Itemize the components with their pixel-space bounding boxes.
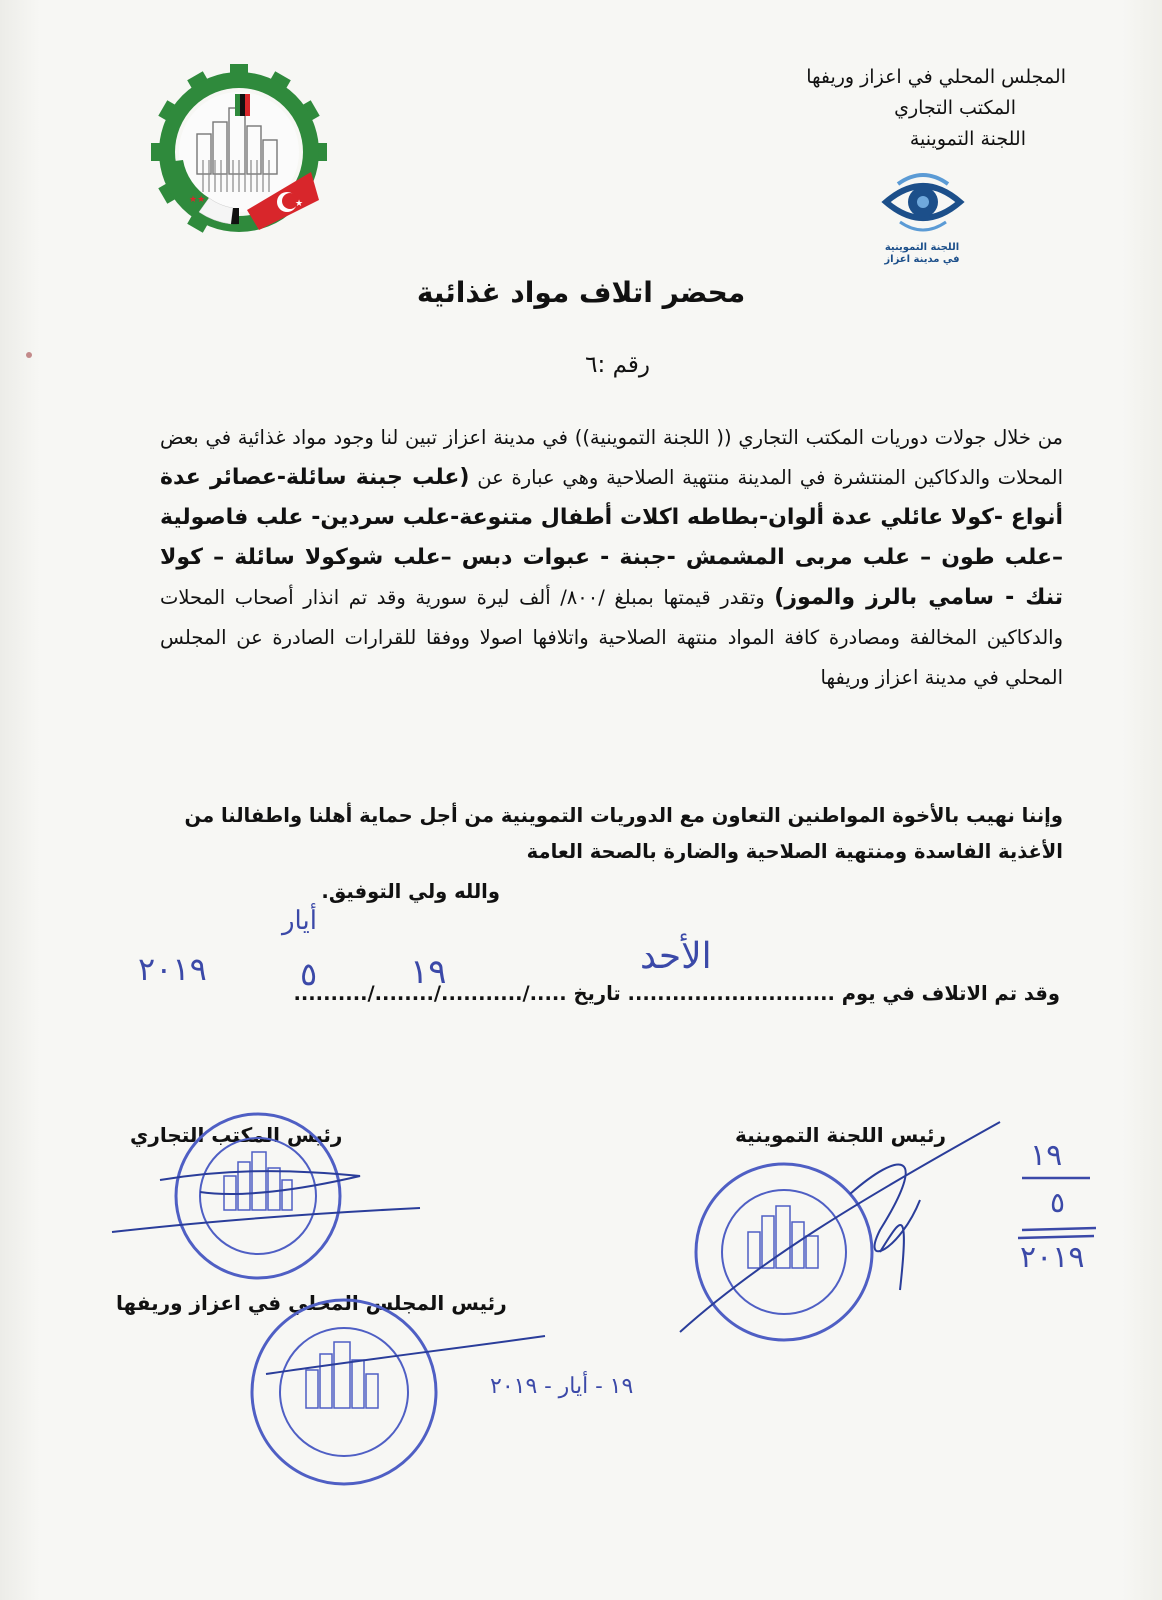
- handwritten-date-day: ١٩: [410, 952, 447, 992]
- scan-edge-right: [1122, 0, 1162, 1600]
- stamp-local-council: [252, 1300, 436, 1484]
- pen-signatures: [112, 1122, 1000, 1374]
- scan-speck: [26, 352, 32, 358]
- document-number: رقم :٦: [585, 352, 650, 378]
- handwritten-date-year: ٢٠١٩: [138, 950, 207, 988]
- svg-text:★: ★: [295, 199, 304, 209]
- body-items: (علب جبنة سائلة-عصائر عدة أنواع -كولا عائلي عدة ألوان-بطاطه اكلات أطفال متنوعة-علب سردين- علب فاصولية –علب طون – علب مربى المشمش -جبنة - عبوات دبس –علب شوكولا سائلة – كولا تنك - سامي بالرز والموز): [160, 465, 1064, 610]
- closing-line: والله ولي التوفيق.: [321, 880, 500, 903]
- eye-caption-line2: في مدينة اعزاز: [884, 254, 960, 265]
- appeal-paragraph: وإننا نهيب بالأخوة المواطنين التعاون مع الدوريات التموينية من أجل حماية أهلنا واطفالنا من الأغذية الفاسدة ومنتهية الصلاحية والضارة بالصحة العامة: [184, 804, 1063, 863]
- svg-text:★★: ★★: [189, 195, 206, 205]
- scan-edge-left: [0, 0, 40, 1600]
- body-continuation: وتقدر قيمتها بمبلغ /٨٠٠/ ألف ليرة سورية وقد تم انذار أصحاب المحلات والدكاكين المخالفة ومصادرة كافة المواد منتهة الصلاحية واتلافها اصولا ووفقا للقرارات الصادرة عن المجلس المحلي في مدينة اعزاز وريفها: [160, 586, 1063, 689]
- body-paragraph: [160, 418, 1063, 698]
- destroy-dots-date: ...../.........../......../..........: [293, 982, 567, 1005]
- signature-title-supply: رئيس اللجنة التموينية: [735, 1123, 947, 1147]
- destroy-date-label: تاريخ: [573, 982, 621, 1005]
- destroy-prefix: وقد تم الاتلاف في يوم: [841, 982, 1060, 1005]
- destruction-date-line: [160, 982, 1060, 1005]
- destroy-dots-day: ............................: [627, 982, 835, 1005]
- margin-date-month: ٥: [1050, 1186, 1066, 1219]
- handwritten-day: الأحد: [640, 936, 712, 977]
- stamp-date-handwritten: ١٩ - أيار - ٢٠١٩: [490, 1374, 634, 1399]
- gear-city-flag-emblem-icon: [144, 64, 334, 234]
- handwritten-date-month-name: أيار: [282, 906, 317, 936]
- margin-date-day: ١٩: [1030, 1138, 1063, 1173]
- eye-logo-caption: [862, 242, 982, 266]
- margin-date-year: ٢٠١٩: [1020, 1240, 1085, 1275]
- handwritten-date-month: ٥: [300, 955, 318, 993]
- stamp-supply-committee: [696, 1164, 872, 1340]
- body-intro: من خلال جولات دوريات المكتب التجاري (( اللجنة التموينية)) في مدينة اعزاز تبين لنا وجود مواد غذائية في بعض المحلات والدكاكين المنتشرة في المدينة منتهية الصلاحية وهي عبارة عن: [160, 426, 1064, 489]
- eye-caption-line1: اللجنة التموينية: [884, 242, 960, 253]
- document-title: محضر اتلاف مواد غذائية: [416, 276, 746, 309]
- header-committee: اللجنة التموينية: [909, 128, 1026, 150]
- header-council: المجلس المحلي في اعزاز وريفها: [806, 66, 1066, 88]
- header-block: [706, 62, 1066, 155]
- signature-title-council: رئيس المجلس المحلي في اعزاز وريفها: [116, 1291, 507, 1315]
- header-office: المكتب التجاري: [894, 97, 1016, 119]
- signature-title-commercial: رئيس المكتب التجاري: [130, 1123, 343, 1147]
